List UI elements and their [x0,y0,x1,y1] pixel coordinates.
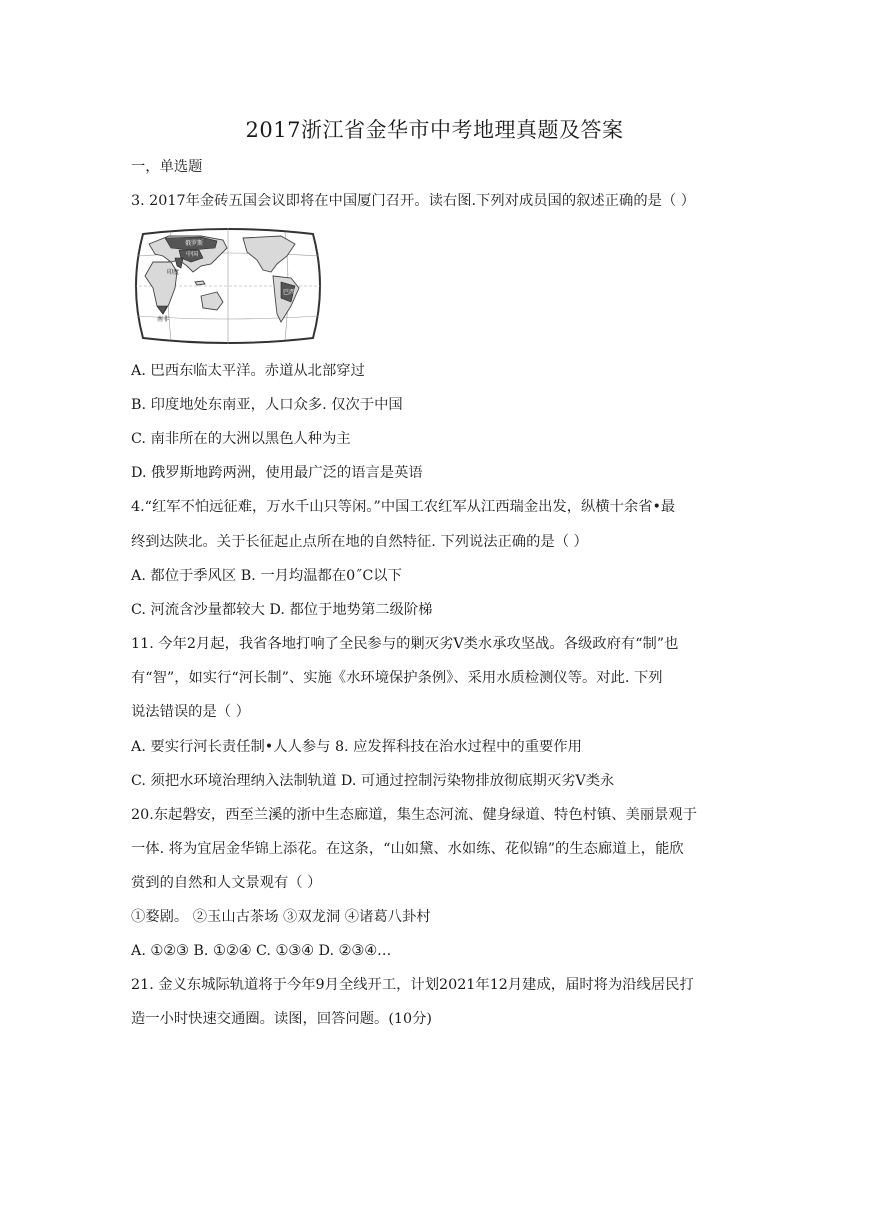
question-4-stem-line-1: 4.“红军不怕远征难，万水千山只等闲。”中国工农红军从江西瑞金出发，纵横十余省•最 [131,499,676,515]
question-11-stem-line-3: 说法错误的是（ ） [131,704,250,720]
map-label-south-africa: 南非 [157,316,170,323]
q4-options-line-1: A. 都位于季风区 B. 一月均温都在0˝C以下 [131,568,402,584]
question-4-stem-line-2: 终到达陕北。关于长征起止点所在地的自然特征. 下列说法正确的是（ ） [131,534,588,550]
question-21-stem-line-1: 21. 金义东城际轨道将于今年9月全线开工，计划2021年12月建成，届时将为沿线居民打 [131,977,694,993]
q3-option-a: A. 巴西东临太平洋。赤道从北部穿过 [131,363,365,379]
q11-options-line-1: A. 要实行河长责任制•人人参与 8. 应发挥科技在治水过程中的重要作用 [131,739,582,755]
q11-options-line-2: C. 须把水环境治理纳入法制轨道 D. 可通过控制污染物排放彻底期灭劣Ⅴ类永 [131,773,615,789]
map-label-india: 印度 [167,269,180,276]
q3-option-d: D. 俄罗斯地跨两洲，使用最广泛的语言是英语 [131,465,423,481]
question-3-stem: 3. 2017年金砖五国会议即将在中国厦门召开。读右图.下列对成员国的叙述正确的是（ ） [131,193,696,209]
question-11-stem-line-1: 11. 今年2月起，我省各地打响了全民参与的剿灭劣Ⅴ类水承攻坚战。各级政府有“制”也 [131,636,679,652]
page-title: 2017浙江省金华市中考地理真题及答案 [245,118,624,142]
q3-option-b: B. 印度地处东南亚，人口众多. 仅次于中国 [131,397,403,413]
world-map-figure [131,226,325,346]
question-11-stem-line-2: 有“智”，如实行“河长制”、实施《水环境保护条例》、采用水质检测仪等。对此. 下列 [131,670,663,686]
q4-options-line-2: C. 河流含沙量都较大 D. 都位于地势第二级阶梯 [131,602,433,618]
q20-items-line: ①婺剧。 ②玉山古茶场 ③双龙洞 ④诸葛八卦村 [131,909,431,925]
question-20-stem-line-1: 20.东起磐安，西至兰溪的浙中生态廊道，集生态河流、健身绿道、特色村镇、美丽景观于 [131,807,698,823]
question-20-stem-line-3: 赏到的自然和人文景观有（ ） [131,875,322,891]
map-label-russia: 俄罗斯 [185,240,204,247]
map-label-china: 中国 [186,251,199,258]
q3-option-c: C. 南非所在的大洲以黑色人种为主 [131,431,351,447]
question-21-stem-line-2: 造一小时快速交通圈。读图，回答问题。(10分) [131,1011,432,1027]
map-label-brazil: 巴西 [283,289,296,296]
section-heading: 一，单选题 [131,159,203,175]
q20-options-line: A. ①②③ B. ①②④ C. ①③④ D. ②③④… [131,943,392,959]
question-20-stem-line-2: 一体. 将为宜居金华锦上添花。在这条，“山如黛、水如练、花似锦”的生态廊道上，能欣 [131,841,684,857]
